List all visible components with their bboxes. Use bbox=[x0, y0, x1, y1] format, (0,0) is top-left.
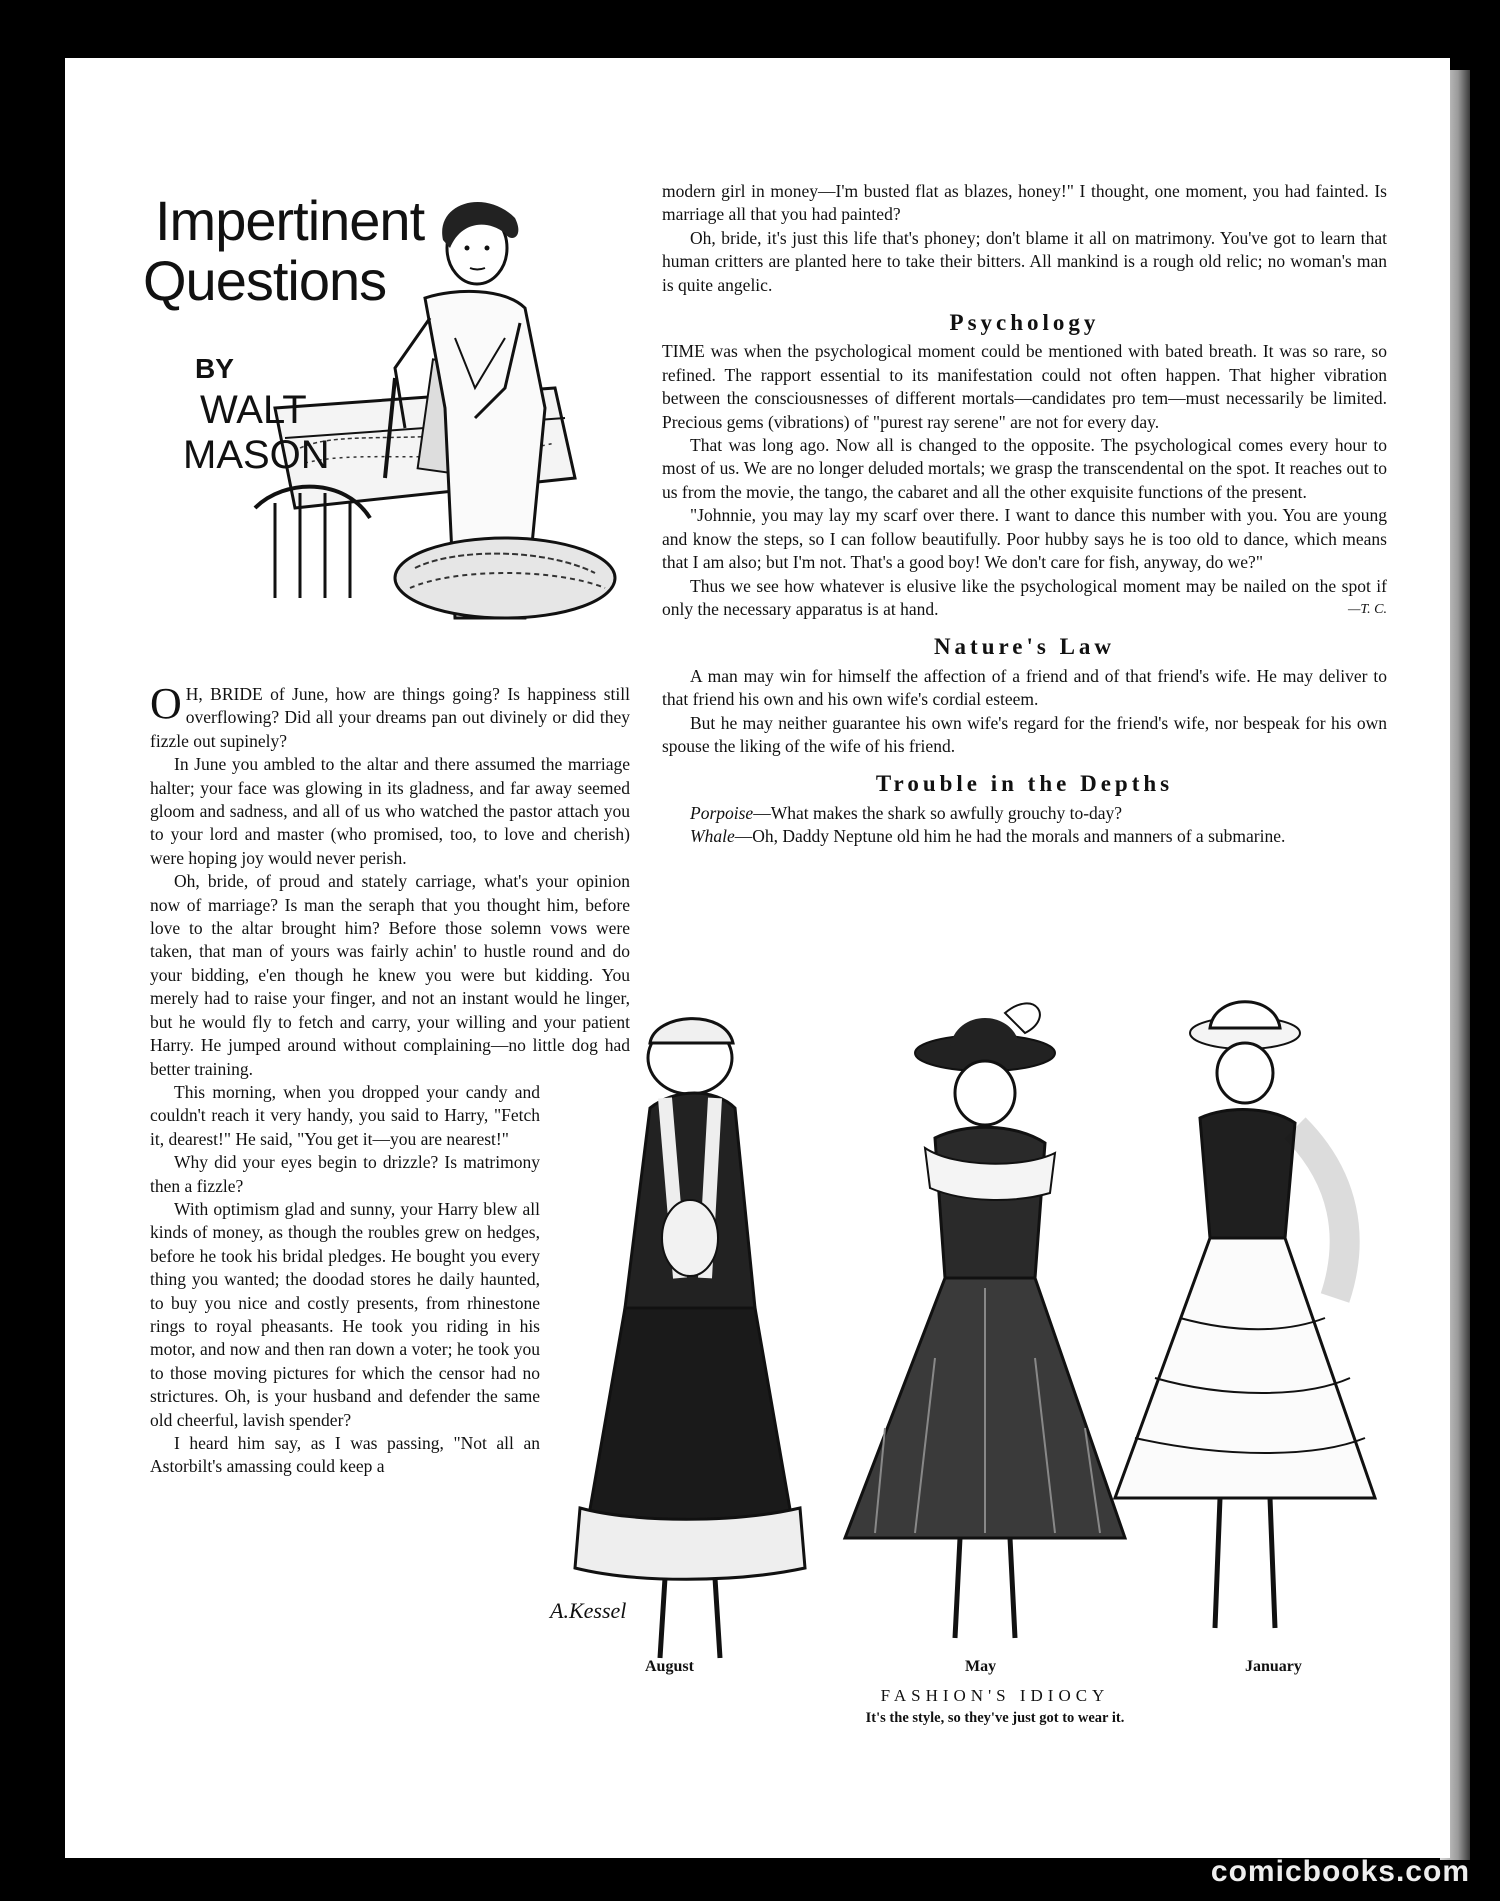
dialogue-line: Porpoise—What makes the shark so awfully grouchy to-day? bbox=[690, 802, 1123, 823]
article-paragraph: I heard him say, as I was passing, "Not all an Astorbilt's amassing could keep a bbox=[150, 1433, 540, 1477]
page-title-line1: Impertinent bbox=[155, 189, 425, 252]
article-paragraph: With optimism glad and sunny, your Harry blew all kinds of money, as though the roubles grew on hedges, before he took his bridal pledges. He bought you every thing you wanted; the doodad stores he daily haunted, to buy you nice and costly presents, from rhinestone rings to royal pheasants. He took you riding in his motor, and now and then ran down a voter; he took you to those moving pictures for which the censor had no strictures. Oh, is your husband and defender the same old cheerful, lavish spender? bbox=[150, 1198, 540, 1430]
psychology-paragraph: "Johnnie, you may lay my scarf over there. I want to dance this number with you. You are young and know the steps, so I can follow beautifully. Poor hubby says he is too old to dance, which means that I am also; but I'm not. That's a good boy! We don't care for fish, anyway, do we?" bbox=[662, 505, 1387, 573]
figure-january bbox=[1115, 1002, 1375, 1628]
author-name-line2: MASON bbox=[183, 433, 330, 477]
article-paragraph: This morning, when you dropped your candy and couldn't reach it very handy, you said to Harry, "Fetch it, dearest!" He said, "You get it—you are nearest!" bbox=[150, 1081, 540, 1149]
natures-law-paragraph: But he may neither guarantee his own wife's regard for the friend's wife, nor bespeak for his own spouse the liking of the wife of his friend. bbox=[662, 712, 1387, 756]
psychology-paragraph: That was long ago. Now all is changed to the opposite. The psychological comes every hour to most of us. We are no longer deluded mortals; we grasp the transcendental on the spot. It reaches out to us from the movie, the tango, the cabaret and all the other exquisite functions of the present. bbox=[662, 435, 1387, 502]
article-paragraph: Oh, bride, of proud and stately carriage, what's your opinion now of marriage? Is man the seraph that you thought him, before love to the altar brought him? Before those solemn vows were taken, that man of yours was fairly achin' to hustle round and do your bidding, e'en though he knew you were but kidding. You merely had to raise your finger, and not an instant would he linger, but he would fly to fetch and carry, your willing and your patient Harry. He jumped around without complaining—no little dog had better training. bbox=[150, 871, 630, 1079]
right-column bbox=[662, 180, 1387, 849]
psychology-paragraph: TIME was when the psychological moment could be mentioned with bated breath. It was so rare, so refined. The rapport essential to its manifestation could not often happen. That higher vibration between the consciousnesses of different mortals—candidates pro tem—must necessarily be limited. Precious gems (vibrations) of "purest ray serene" are not for every day. bbox=[662, 341, 1387, 432]
title-illustration bbox=[125, 148, 625, 648]
article-paragraph: In June you ambled to the altar and there assumed the marriage halter; your face was glowing in its gladness, and far away seemed gloom and sadness, and all of us who watched the pastor attach you to your lord and master (who promised, too, to love and cherish) were hoping joy would never perish. bbox=[150, 754, 630, 868]
psychology-paragraph: Thus we see how whatever is elusive like the psychological moment may be nailed on the spot if only the necessary apparatus is at hand. —T. C. bbox=[662, 575, 1387, 622]
article-paragraph: O H, BRIDE of June, how are things going? Is happiness still overflowing? Did all your dreams pan out divinely or did they fizzle out supinely? bbox=[150, 679, 630, 751]
article-continuation: Oh, bride, it's just this life that's phoney; don't blame it all on matrimony. You've got to learn that human critters are planted here to take their bitters. All mankind is a rough old relic; no woman's man is quite angelic. bbox=[662, 227, 1387, 295]
psychology-heading: Psychology bbox=[949, 310, 1100, 336]
dialogue-line: Whale—Oh, Daddy Neptune old him he had the morals and manners of a submarine. bbox=[690, 826, 1286, 847]
fashion-caption-subtitle: It's the style, so they've just got to wear it. bbox=[865, 1710, 1125, 1726]
site-watermark: comicbooks.com bbox=[1210, 1855, 1470, 1888]
label-january: January bbox=[1245, 1658, 1302, 1675]
fashion-illustration bbox=[550, 978, 1435, 1738]
fashion-caption-title: FASHION'S IDIOCY bbox=[880, 1686, 1110, 1705]
magazine-page bbox=[65, 58, 1450, 1858]
article-continuation: modern girl in money—I'm busted flat as blazes, honey!" I thought, one moment, you had fainted. Is marriage all that you had painted? bbox=[662, 181, 1387, 225]
artist-signature: A.Kessel bbox=[550, 1598, 627, 1623]
author-name-line1: WALT bbox=[200, 388, 307, 432]
drop-cap: O bbox=[150, 679, 182, 728]
natures-law-paragraph: A man may win for himself the affection of a friend and of that friend's wife. He may deliver to that friend his own and his own wife's cordial esteem. bbox=[662, 665, 1387, 710]
byline-by: BY bbox=[195, 353, 234, 384]
three-women-fashion-drawing bbox=[555, 978, 1435, 1678]
figure-may bbox=[845, 1003, 1125, 1638]
figure-august bbox=[575, 1019, 805, 1658]
psychology-signature: —T. C. bbox=[1347, 601, 1387, 617]
label-august: August bbox=[645, 1658, 694, 1675]
trouble-heading: Trouble in the Depths bbox=[875, 771, 1174, 797]
page-title-line2: Questions bbox=[143, 249, 387, 312]
natures-law-heading: Nature's Law bbox=[933, 634, 1116, 660]
article-paragraph: Why did your eyes begin to drizzle? Is matrimony then a fizzle? bbox=[150, 1152, 540, 1196]
label-may: May bbox=[965, 1658, 997, 1675]
